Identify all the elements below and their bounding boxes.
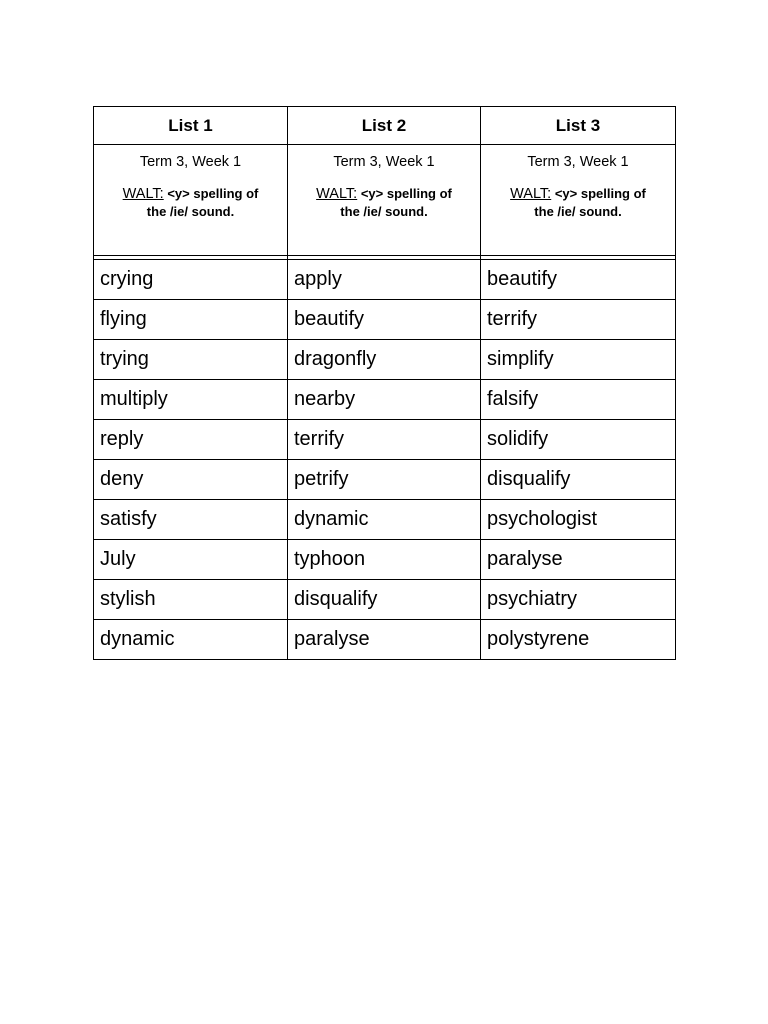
walt-label: WALT: xyxy=(316,186,358,202)
word-cell: dragonfly xyxy=(288,340,481,380)
word-cell: disqualify xyxy=(288,580,481,620)
walt-text: <y> spelling of xyxy=(551,186,646,201)
walt-line xyxy=(481,185,675,203)
walt-line-2: the /ie/ sound. xyxy=(146,204,235,219)
table-row xyxy=(94,380,676,420)
word-cell: stylish xyxy=(94,580,288,620)
walt-text: <y> spelling of xyxy=(163,186,259,201)
word-cell: petrify xyxy=(288,460,481,500)
table-row xyxy=(94,260,676,300)
walt-line-2: the /ie/ sound. xyxy=(534,204,622,219)
walt-text: <y> spelling of xyxy=(357,186,452,201)
word-cell: trying xyxy=(94,340,288,380)
word-cell: nearby xyxy=(288,380,481,420)
word-cell: psychologist xyxy=(481,500,676,540)
table-row xyxy=(94,620,676,660)
word-cell: typhoon xyxy=(288,540,481,580)
word-cell: deny xyxy=(94,460,288,500)
term-label: Term 3, Week 1 xyxy=(139,154,242,170)
term-label: Term 3, Week 1 xyxy=(527,154,629,170)
word-cell: dynamic xyxy=(288,500,481,540)
term-label: Term 3, Week 1 xyxy=(333,154,435,170)
list-2-header: List 2 xyxy=(288,107,481,145)
word-cell: paralyse xyxy=(481,540,676,580)
word-cell: solidify xyxy=(481,420,676,460)
word-cell: beautify xyxy=(288,300,481,340)
table-row xyxy=(94,540,676,580)
word-cell: simplify xyxy=(481,340,676,380)
word-cell: July xyxy=(94,540,288,580)
list-1-header: List 1 xyxy=(94,107,288,145)
word-cell: crying xyxy=(94,260,288,300)
word-cell: psychiatry xyxy=(481,580,676,620)
list-2-info xyxy=(288,145,481,256)
word-cell: falsify xyxy=(481,380,676,420)
table-row xyxy=(94,420,676,460)
word-cell: flying xyxy=(94,300,288,340)
word-cell: terrify xyxy=(288,420,481,460)
table-row xyxy=(94,580,676,620)
table-row xyxy=(94,500,676,540)
list-3-info xyxy=(481,145,676,256)
walt-label: WALT: xyxy=(510,186,552,202)
list-1-info xyxy=(94,145,288,256)
walt-label: WALT: xyxy=(122,186,164,202)
table-row xyxy=(94,460,676,500)
word-cell: terrify xyxy=(481,300,676,340)
table-row xyxy=(94,300,676,340)
walt-line xyxy=(288,185,480,203)
walt-line xyxy=(94,185,287,203)
word-cell: dynamic xyxy=(94,620,288,660)
word-cell: reply xyxy=(94,420,288,460)
walt-line-2: the /ie/ sound. xyxy=(340,204,428,219)
word-cell: multiply xyxy=(94,380,288,420)
word-cell: apply xyxy=(288,260,481,300)
word-cell: satisfy xyxy=(94,500,288,540)
word-cell: beautify xyxy=(481,260,676,300)
info-row xyxy=(94,145,676,256)
word-cell: polystyrene xyxy=(481,620,676,660)
table-row xyxy=(94,340,676,380)
word-cell: paralyse xyxy=(288,620,481,660)
word-cell: disqualify xyxy=(481,460,676,500)
header-row xyxy=(94,107,676,145)
spelling-list-table xyxy=(93,106,676,660)
list-3-header: List 3 xyxy=(481,107,676,145)
